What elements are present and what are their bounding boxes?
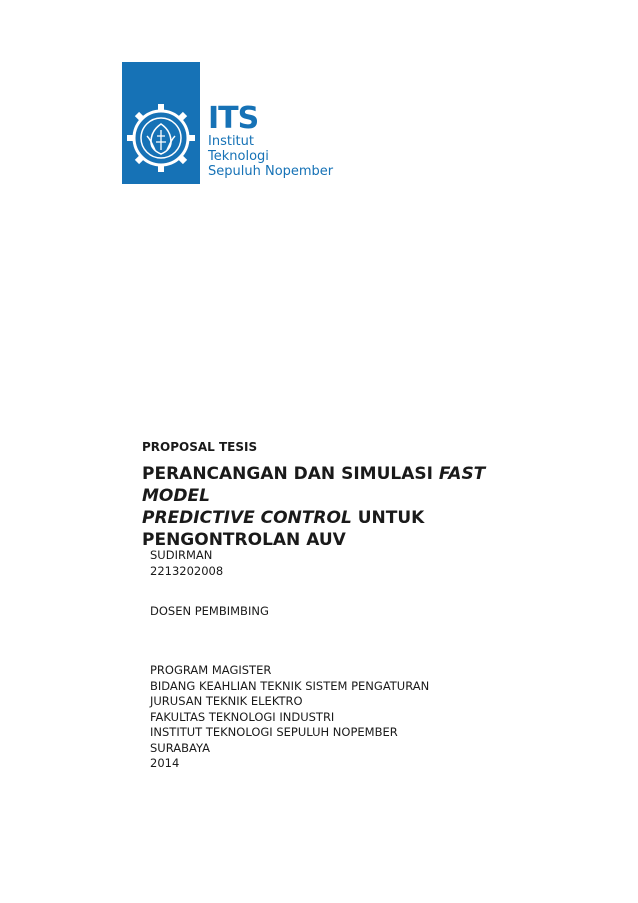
student-id: 2213202008 (150, 563, 224, 578)
its-emblem-icon (122, 62, 200, 184)
supervisor-block (150, 604, 269, 620)
author-name: SUDIRMAN (150, 548, 213, 562)
field: BIDANG KEAHLIAN TEKNIK SISTEM PENGATURAN (150, 678, 430, 693)
program: PROGRAM MAGISTER (150, 663, 272, 677)
title-part-1: PERANCANGAN DAN SIMULASI (142, 464, 439, 484)
its-wordmark (208, 101, 334, 179)
title-line-3: PENGONTROLAN AUV (142, 530, 346, 550)
title-part-2: UNTUK (351, 508, 425, 528)
its-line-3: Sepuluh Nopember (208, 164, 334, 179)
its-line-1: Institut (208, 134, 254, 149)
author-block (150, 548, 223, 579)
its-line-2: Teknologi (208, 149, 269, 164)
title-italic-2: PREDICTIVE CONTROL (142, 508, 352, 528)
title-italic-1: FAST MODEL (142, 464, 486, 506)
institute: INSTITUT TEKNOLOGI SEPULUH NOPEMBER (150, 725, 398, 739)
supervisor-label: DOSEN PEMBIMBING (150, 604, 269, 618)
year: 2014 (150, 756, 180, 770)
thesis-title (142, 463, 542, 551)
document-type: PROPOSAL TESIS (142, 440, 258, 454)
faculty: FAKULTAS TEKNOLOGI INDUSTRI (150, 709, 335, 724)
its-brand-text: ITS (208, 101, 259, 136)
department: JURUSAN TEKNIK ELEKTRO (150, 694, 303, 708)
its-logo-block (122, 62, 200, 184)
institution-block (150, 663, 429, 772)
city: SURABAYA (150, 740, 210, 755)
